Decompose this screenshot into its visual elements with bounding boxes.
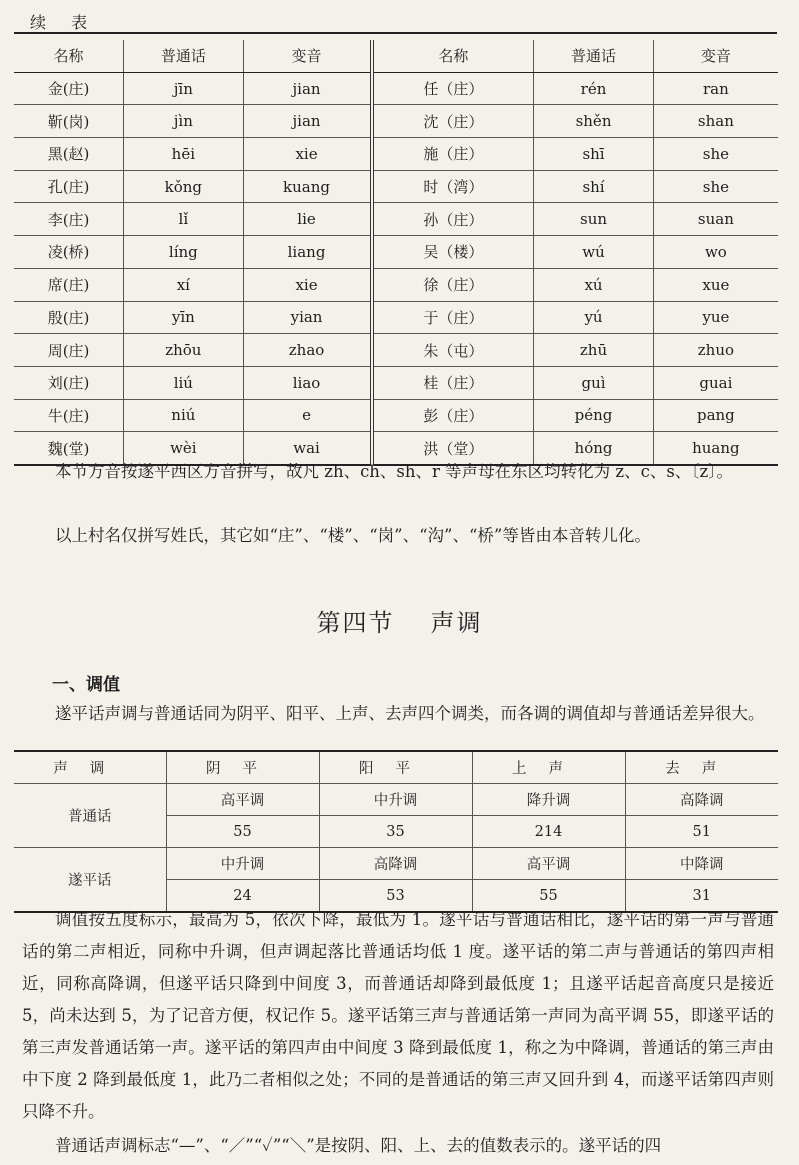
table-cell: 孔(庄) bbox=[14, 170, 124, 203]
table-cell: niú bbox=[124, 399, 243, 432]
table-row bbox=[14, 105, 778, 138]
table-cell: lǐ bbox=[124, 203, 243, 236]
table-cell: 时（湾） bbox=[372, 170, 534, 203]
section-title bbox=[0, 603, 799, 638]
table-cell: sun bbox=[534, 203, 653, 236]
table-cell: xú bbox=[534, 268, 653, 301]
table-cell: líng bbox=[124, 236, 243, 269]
note-paragraph-1: 本节方音按遂平西区方音拼写，故凡 zh、ch、sh、r 等声母在东区均转化为 z、c、s、〔z〕。 bbox=[55, 462, 733, 481]
tone-name-cell: 高平调 bbox=[472, 848, 625, 880]
table-cell: shěn bbox=[534, 105, 653, 138]
body-paragraph: 调值按五度标示，最高为 5，依次下降，最低为 1。遂平话与普通话相比，遂平话的第一声与普通话的第二声相近，同称中升调，但声调起落比普通话均低 1 度。遂平话的第二声与普通话的第四声相近，同称高降调，但遂平话只降到中间度 3，而普通话却降到最低度 1；且遂平话起音高度只是接近 5，尚未达到 5，为了记音方便，权记作 5。遂平话第三声与普通话第一声同为高平调 55，即遂平话的第三声发普通话第一声。遂平话的第四声由中间度 3 降到最低度 1，称之为中降调，普通话的第三声由中下度 2 降到最低度 1，此乃二者相似之处；不同的是普通话的第三声又回升到 4，而遂平话第四声则只降不升。 bbox=[22, 910, 774, 1121]
tone-value-cell: 55 bbox=[166, 816, 319, 848]
table-cell: 沈（庄） bbox=[372, 105, 534, 138]
table-cell: 徐（庄） bbox=[372, 268, 534, 301]
tone-value-cell: 24 bbox=[166, 880, 319, 913]
tone-value-cell: 31 bbox=[625, 880, 778, 913]
table-row bbox=[14, 236, 778, 269]
table-cell: hēi bbox=[124, 138, 243, 171]
table-cell: 凌(桥) bbox=[14, 236, 124, 269]
table-cell: jian bbox=[243, 72, 371, 105]
table-cell: wú bbox=[534, 236, 653, 269]
tone-name-row bbox=[14, 784, 778, 816]
table-cell: 彭（庄） bbox=[372, 399, 534, 432]
tone-name-row bbox=[14, 848, 778, 880]
header-mandarin-1: 普通话 bbox=[124, 40, 243, 72]
header-name-2: 名称 bbox=[372, 40, 534, 72]
table-cell: 李(庄) bbox=[14, 203, 124, 236]
table-row bbox=[14, 72, 778, 105]
tone-header-shangsheng: 上声 bbox=[472, 751, 625, 784]
tone-name-cell: 高平调 bbox=[166, 784, 319, 816]
header-variant-2: 变音 bbox=[653, 40, 778, 72]
table-cell: wo bbox=[653, 236, 778, 269]
tone-name-cell: 降升调 bbox=[472, 784, 625, 816]
table-cell: zhū bbox=[534, 334, 653, 367]
table-row bbox=[14, 268, 778, 301]
table-cell: huang bbox=[653, 432, 778, 465]
dialect-label: 普通话 bbox=[14, 784, 166, 848]
table-cell: ran bbox=[653, 72, 778, 105]
subsection-heading: 一、调值 bbox=[52, 675, 120, 695]
header-mandarin-2: 普通话 bbox=[534, 40, 653, 72]
table-cell: she bbox=[653, 170, 778, 203]
table-cell: xue bbox=[653, 268, 778, 301]
table-cell: yian bbox=[243, 301, 371, 334]
surname-pronunciation-table bbox=[14, 40, 778, 466]
table-cell: zhao bbox=[243, 334, 371, 367]
tone-name-cell: 中升调 bbox=[166, 848, 319, 880]
table-row bbox=[14, 399, 778, 432]
table-cell: 刘(庄) bbox=[14, 366, 124, 399]
table-cell: 黑(赵) bbox=[14, 138, 124, 171]
table-cell: e bbox=[243, 399, 371, 432]
table-cell: 周(庄) bbox=[14, 334, 124, 367]
table-row bbox=[14, 301, 778, 334]
table-cell: 施（庄） bbox=[372, 138, 534, 171]
table-cell: xí bbox=[124, 268, 243, 301]
tone-header-yinping: 阴平 bbox=[166, 751, 319, 784]
table-cell: shí bbox=[534, 170, 653, 203]
table-cell: péng bbox=[534, 399, 653, 432]
section-number: 第四节 bbox=[316, 609, 395, 637]
table-cell: liao bbox=[243, 366, 371, 399]
table-cell: xie bbox=[243, 138, 371, 171]
table-row bbox=[14, 203, 778, 236]
table-row bbox=[14, 138, 778, 171]
table-header-row bbox=[14, 40, 778, 72]
continuation-label: 续 表 bbox=[30, 13, 98, 32]
table-cell: 于（庄） bbox=[372, 301, 534, 334]
table-cell: yīn bbox=[124, 301, 243, 334]
header-name-1: 名称 bbox=[14, 40, 124, 72]
table-cell: 靳(岗) bbox=[14, 105, 124, 138]
table-cell: kuang bbox=[243, 170, 371, 203]
tone-header-row bbox=[14, 751, 778, 784]
table-cell: 魏(堂) bbox=[14, 432, 124, 465]
table-cell: jian bbox=[243, 105, 371, 138]
header-variant-1: 变音 bbox=[243, 40, 371, 72]
table-cell: kǒng bbox=[124, 170, 243, 203]
table-cell: yú bbox=[534, 301, 653, 334]
intro-paragraph: 遂平话声调与普通话同为阴平、阳平、上声、去声四个调类，而各调的调值却与普通话差异很大。 bbox=[55, 704, 765, 723]
table-cell: 吴（楼） bbox=[372, 236, 534, 269]
tone-value-cell: 53 bbox=[319, 880, 472, 913]
table-cell: 席(庄) bbox=[14, 268, 124, 301]
tone-name-cell: 中降调 bbox=[625, 848, 778, 880]
top-rule bbox=[14, 32, 777, 34]
table-cell: liú bbox=[124, 366, 243, 399]
table-cell: 孙（庄） bbox=[372, 203, 534, 236]
table-cell: 殷(庄) bbox=[14, 301, 124, 334]
table-cell: shī bbox=[534, 138, 653, 171]
tone-name-cell: 中升调 bbox=[319, 784, 472, 816]
dialect-label: 遂平话 bbox=[14, 848, 166, 913]
table-cell: liang bbox=[243, 236, 371, 269]
table-cell: guì bbox=[534, 366, 653, 399]
tone-value-cell: 35 bbox=[319, 816, 472, 848]
table-cell: 牛(庄) bbox=[14, 399, 124, 432]
tone-header-yangping: 阳平 bbox=[319, 751, 472, 784]
table-cell: guai bbox=[653, 366, 778, 399]
table-cell: lie bbox=[243, 203, 371, 236]
table-cell: 桂（庄） bbox=[372, 366, 534, 399]
table-cell: yue bbox=[653, 301, 778, 334]
table-cell: rén bbox=[534, 72, 653, 105]
tone-value-table bbox=[14, 750, 778, 913]
table-cell: wèi bbox=[124, 432, 243, 465]
tone-header-category: 声调 bbox=[14, 751, 166, 784]
table-row bbox=[14, 366, 778, 399]
table-cell: jīn bbox=[124, 72, 243, 105]
tone-value-cell: 51 bbox=[625, 816, 778, 848]
table-cell: wai bbox=[243, 432, 371, 465]
table-cell: hóng bbox=[534, 432, 653, 465]
table-cell: 任（庄） bbox=[372, 72, 534, 105]
table-cell: zhuo bbox=[653, 334, 778, 367]
table-row bbox=[14, 334, 778, 367]
table-cell: pang bbox=[653, 399, 778, 432]
tone-name-cell: 高降调 bbox=[319, 848, 472, 880]
table-cell: zhōu bbox=[124, 334, 243, 367]
tone-header-qusheng: 去声 bbox=[625, 751, 778, 784]
table-cell: jìn bbox=[124, 105, 243, 138]
tone-value-cell: 55 bbox=[472, 880, 625, 913]
table-cell: shan bbox=[653, 105, 778, 138]
table-cell: 金(庄) bbox=[14, 72, 124, 105]
last-paragraph: 普通话声调标志“—”、“／”“✓”“＼”是按阴、阳、上、去的值数表示的。遂平话的四 bbox=[55, 1136, 662, 1155]
note-paragraph-2: 以上村名仅拼写姓氏，其它如“庄”、“楼”、“岗”、“沟”、“桥”等皆由本音转儿化。 bbox=[55, 526, 651, 545]
table-cell: 朱（屯） bbox=[372, 334, 534, 367]
tone-name-cell: 高降调 bbox=[625, 784, 778, 816]
table-cell: xie bbox=[243, 268, 371, 301]
section-name: 声调 bbox=[430, 609, 483, 637]
table-cell: suan bbox=[653, 203, 778, 236]
table-cell: she bbox=[653, 138, 778, 171]
tone-value-cell: 214 bbox=[472, 816, 625, 848]
table-cell: 洪（堂） bbox=[372, 432, 534, 465]
table-row bbox=[14, 170, 778, 203]
